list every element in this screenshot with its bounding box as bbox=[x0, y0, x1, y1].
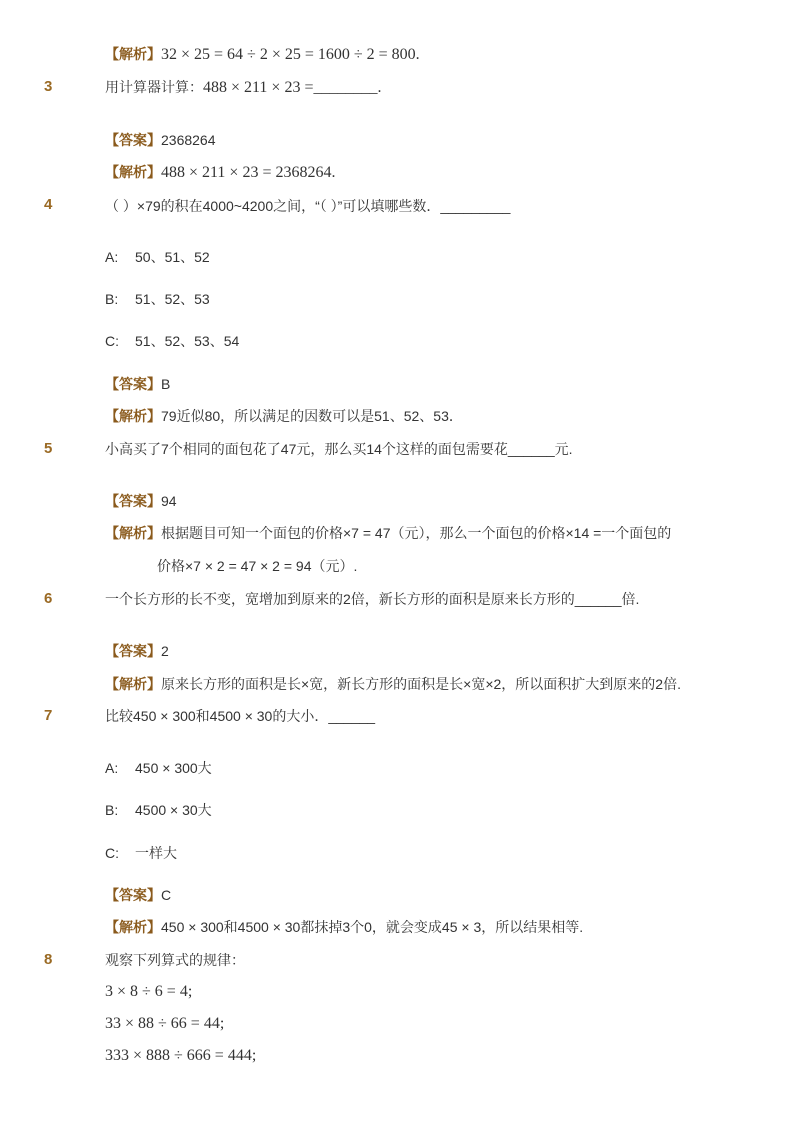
q8-question: 观察下列算式的规律： bbox=[105, 952, 245, 968]
analysis-text: 450 × 300和4500 × 30都抹掉3个0，就会变成45 × 3，所以结果相等. bbox=[161, 919, 584, 935]
q7-option-a bbox=[105, 758, 212, 778]
question-number-7: 7 bbox=[44, 707, 53, 724]
q5-answer bbox=[105, 491, 177, 511]
answer-text: 94 bbox=[161, 493, 177, 509]
analysis-text: 79近似80，所以满足的因数可以是51、52、53． bbox=[161, 408, 463, 424]
q4-option-a bbox=[105, 247, 210, 267]
option-letter: C: bbox=[105, 845, 119, 861]
q4-analysis bbox=[105, 406, 463, 426]
q3-question bbox=[105, 77, 381, 98]
q7-answer bbox=[105, 885, 171, 905]
answer-text: 2368264 bbox=[161, 132, 216, 148]
option-letter: A: bbox=[105, 249, 119, 265]
option-text: 4500 × 30大 bbox=[135, 802, 212, 818]
option-letter: B: bbox=[105, 291, 119, 307]
answer-label: 【答案】 bbox=[105, 132, 161, 148]
analysis-text: 488 × 211 × 23 = 2368264. bbox=[161, 164, 336, 181]
q5-question: 小高买了7个相同的面包花了47元，那么买14个这样的面包需要花______元. bbox=[105, 441, 573, 457]
q7-analysis bbox=[105, 917, 583, 937]
option-text: 一样大 bbox=[135, 845, 177, 861]
analysis-label: 【解析】 bbox=[105, 919, 161, 935]
analysis-text: 根据题目可知一个面包的价格×7 = 47（元），那么一个面包的价格×14 =一个面包的 bbox=[161, 525, 672, 541]
option-text: 51、52、53 bbox=[135, 291, 210, 307]
question-math: 488 × 211 × 23 =________. bbox=[203, 79, 382, 96]
q3-analysis bbox=[105, 162, 335, 183]
option-text: 51、52、53、54 bbox=[135, 333, 240, 349]
q5-analysis bbox=[105, 523, 671, 543]
q6-answer bbox=[105, 641, 169, 661]
question-number-8: 8 bbox=[44, 951, 53, 968]
analysis-label: 【解析】 bbox=[105, 525, 161, 541]
q3-answer bbox=[105, 130, 216, 150]
answer-label: 【答案】 bbox=[105, 887, 161, 903]
answer-label: 【答案】 bbox=[105, 376, 161, 392]
q6-question: 一个长方形的长不变，宽增加到原来的2倍，新长方形的面积是原来长方形的______倍. bbox=[105, 591, 640, 607]
q8-formula-3: 333 × 888 ÷ 666 = 444; bbox=[105, 1047, 257, 1064]
question-number-4: 4 bbox=[44, 196, 53, 213]
answer-text: B bbox=[161, 376, 171, 392]
analysis-label: 【解析】 bbox=[105, 676, 161, 692]
analysis-label: 【解析】 bbox=[105, 408, 161, 424]
answer-text: 2 bbox=[161, 643, 169, 659]
q8-formula-2: 33 × 88 ÷ 66 = 44; bbox=[105, 1015, 225, 1032]
analysis-label: 【解析】 bbox=[105, 46, 161, 62]
option-letter: B: bbox=[105, 802, 119, 818]
q7-question: 比较450 × 300和4500 × 30的大小．______ bbox=[105, 708, 376, 724]
analysis-label: 【解析】 bbox=[105, 164, 161, 180]
analysis-text: 32 × 25 = 64 ÷ 2 × 25 = 1600 ÷ 2 = 800. bbox=[161, 46, 420, 63]
option-text: 50、51、52 bbox=[135, 249, 210, 265]
q4-option-b bbox=[105, 289, 210, 309]
q7-option-b bbox=[105, 800, 212, 820]
q7-option-c bbox=[105, 843, 177, 863]
answer-label: 【答案】 bbox=[105, 643, 161, 659]
q4-option-c bbox=[105, 331, 239, 351]
question-number-5: 5 bbox=[44, 440, 53, 457]
analysis-text: 原来长方形的面积是长×宽，新长方形的面积是长×宽×2，所以面积扩大到原来的2倍. bbox=[161, 676, 681, 692]
answer-text: C bbox=[161, 887, 172, 903]
q4-question: （ ）×79的积在4000~4200之间，“（ ）”可以填哪些数．_________ bbox=[105, 198, 511, 214]
option-text: 450 × 300大 bbox=[135, 760, 212, 776]
q4-answer bbox=[105, 374, 170, 394]
q8-formula-1: 3 × 8 ÷ 6 = 4; bbox=[105, 983, 193, 1000]
q6-analysis bbox=[105, 674, 681, 694]
q5-analysis-continued: 价格×7 × 2 = 47 × 2 = 94（元）. bbox=[157, 558, 358, 574]
option-letter: A: bbox=[105, 760, 119, 776]
q2-analysis bbox=[105, 44, 420, 65]
answer-label: 【答案】 bbox=[105, 493, 161, 509]
option-letter: C: bbox=[105, 333, 119, 349]
question-number-3: 3 bbox=[44, 78, 53, 95]
question-number-6: 6 bbox=[44, 590, 53, 607]
question-text: 用计算器计算： bbox=[105, 79, 203, 95]
